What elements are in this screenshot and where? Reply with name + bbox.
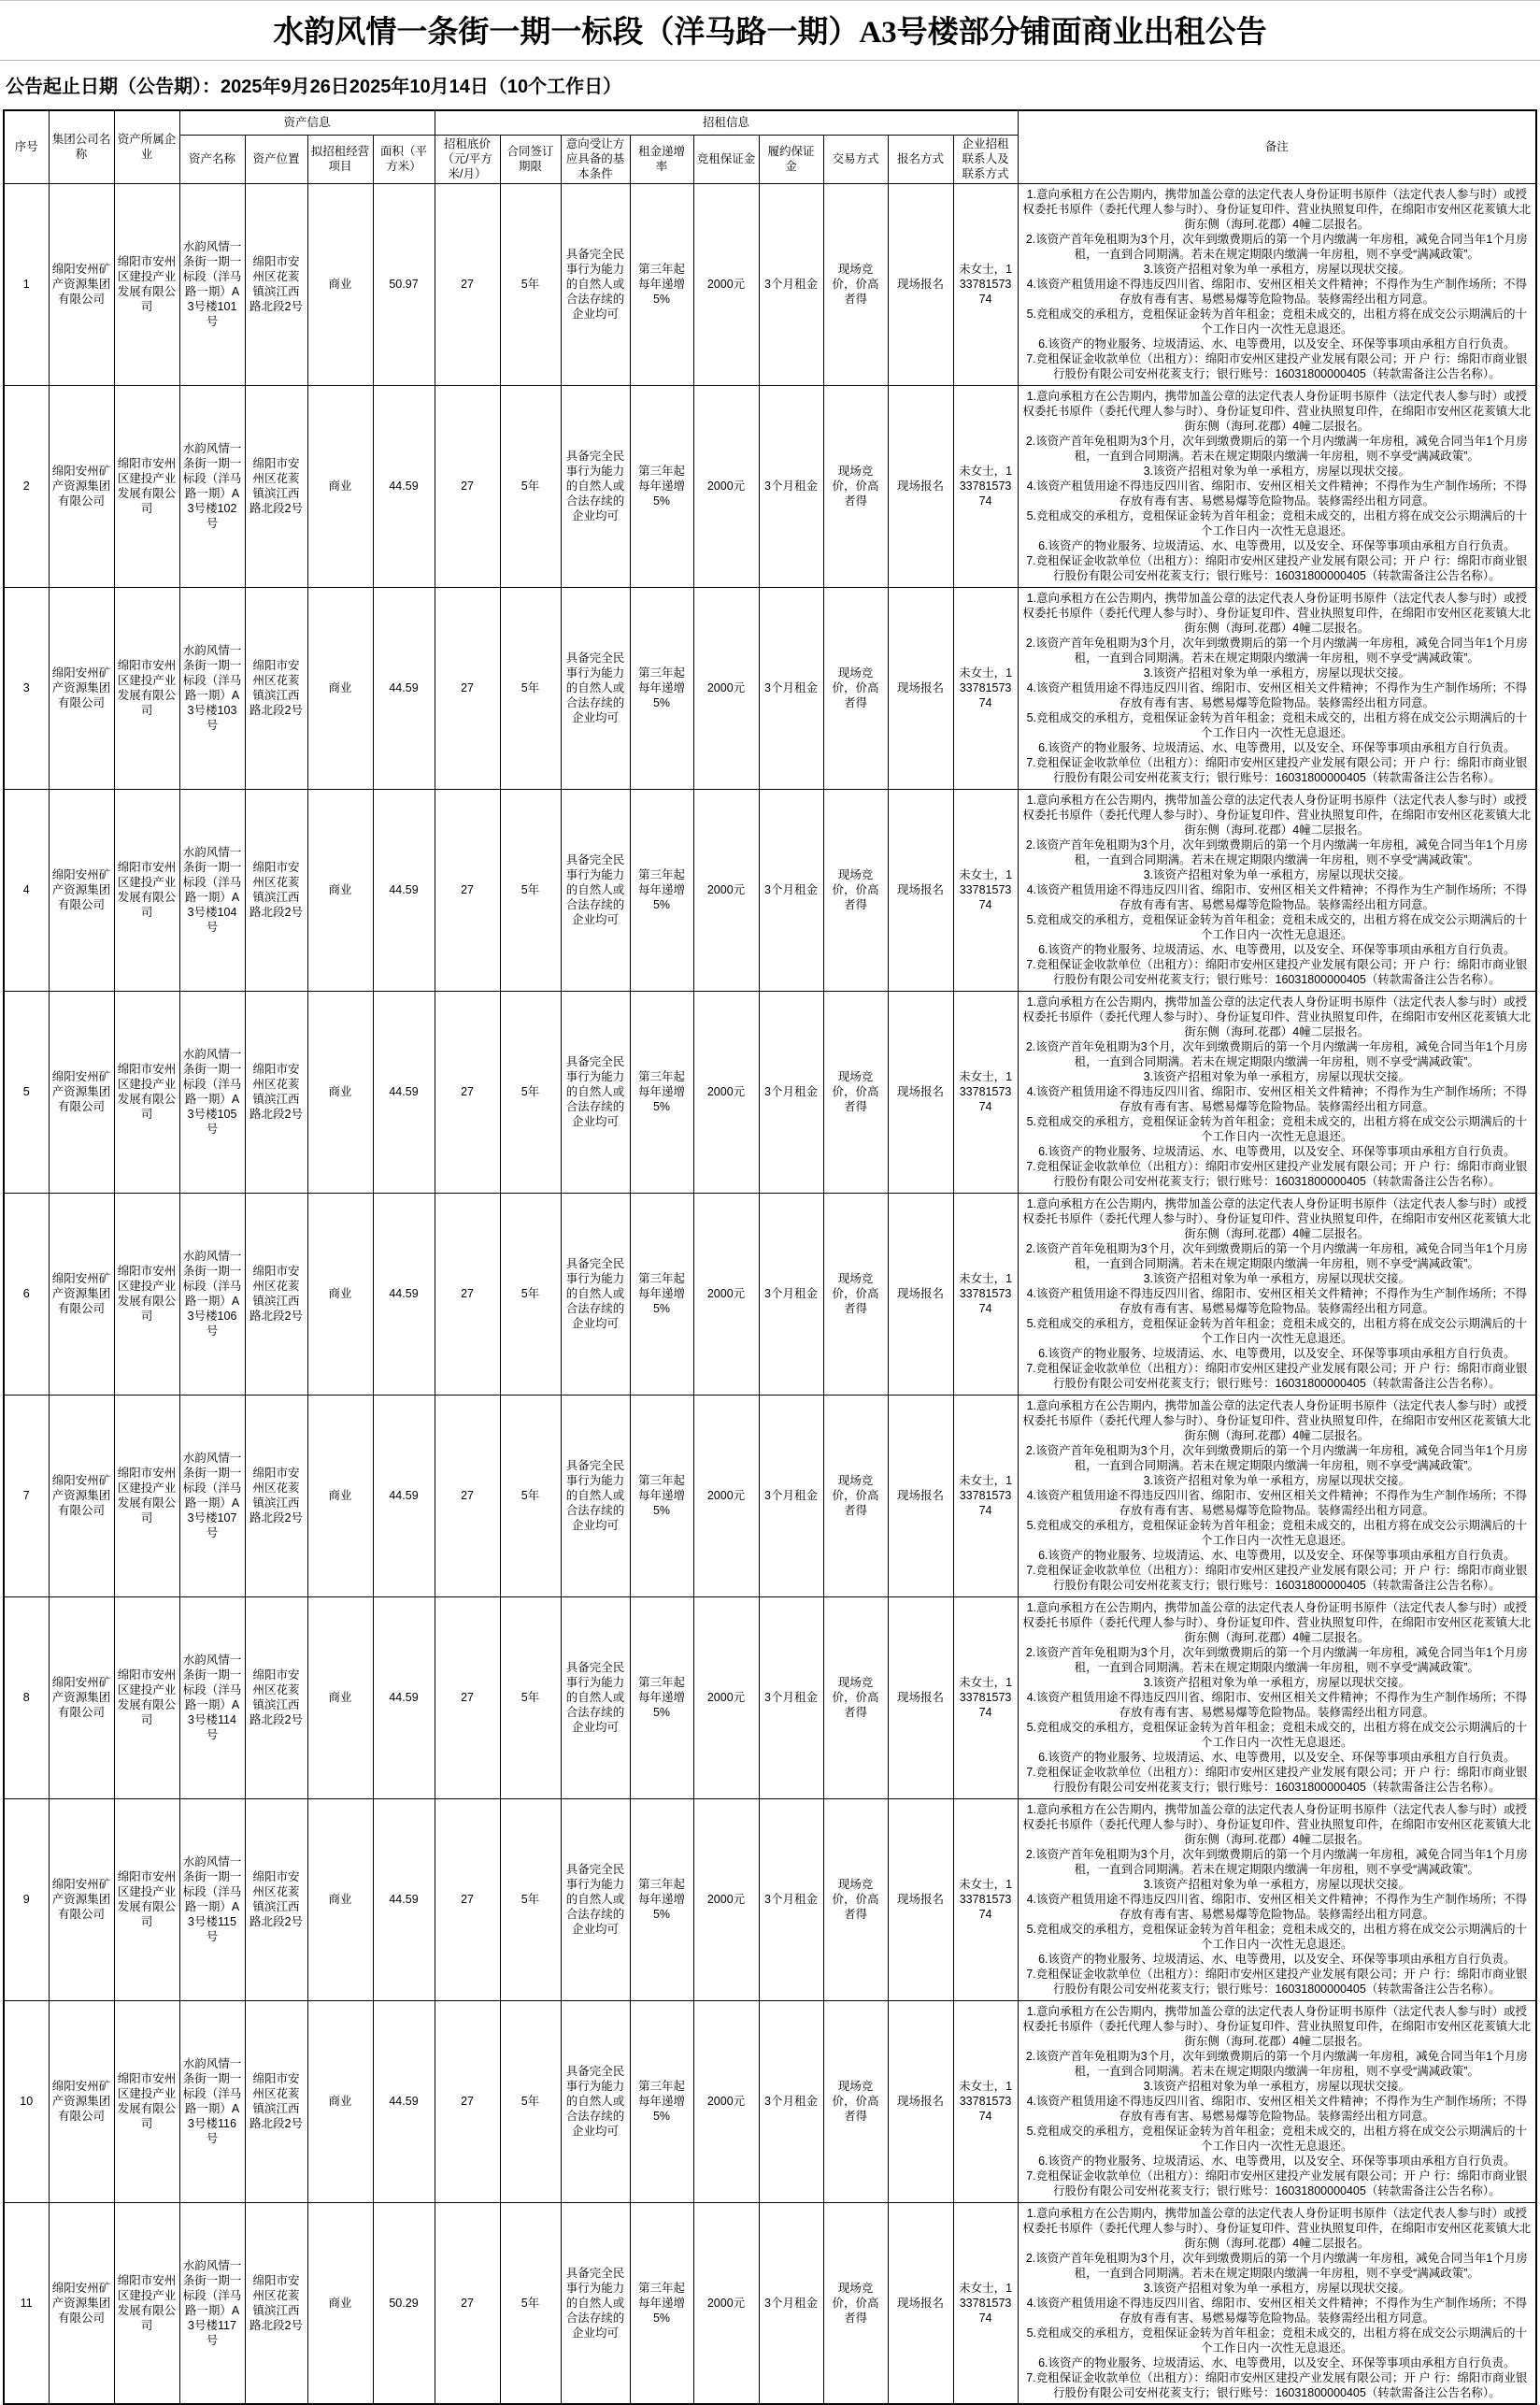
cell-asset-name: 水韵风情一条街一期一标段（洋马路一期）A3号楼105号	[179, 991, 245, 1193]
cell-business-item: 商业	[307, 385, 373, 587]
cell-asset-name: 水韵风情一条街一期一标段（洋马路一期）A3号楼102号	[179, 385, 245, 587]
remark-line: 5.竞租成交的承租方，竞租保证金转为首年租金；竞租未成交的，出租方将在成交公示期满后的十个工作日内一次性无息退还。	[1026, 1721, 1527, 1749]
table-row	[4, 789, 1536, 991]
cell-asset-location: 绵阳市安州区花荄镇滨江西路北段2号	[245, 385, 307, 587]
cell-bid-deposit: 2000元	[693, 2202, 759, 2404]
cell-performance-deposit: 3个月租金	[759, 2000, 823, 2202]
cell-qualification: 具备完全民事行为能力的自然人或合法存续的企业均可	[561, 1193, 630, 1395]
cell-remark	[1018, 1395, 1536, 1596]
cell-business-item: 商业	[307, 1193, 373, 1395]
cell-area: 50.97	[373, 183, 435, 385]
cell-group-company: 绵阳安州矿产资源集团有限公司	[49, 2000, 114, 2202]
cell-qualification: 具备完全民事行为能力的自然人或合法存续的企业均可	[561, 789, 630, 991]
cell-base-price: 27	[435, 587, 500, 789]
cell-seq: 2	[4, 385, 49, 587]
remark-line: 3.该资产招租对象为单一承租方，房屋以现状交接。	[1143, 1676, 1410, 1689]
remark-line: 3.该资产招租对象为单一承租方，房屋以现状交接。	[1143, 2080, 1410, 2093]
cell-remark	[1018, 1596, 1536, 1798]
remark-line: 1.意向承租方在公告期内，携带加盖公章的法定代表人身份证明书原件（法定代表人参与时）或授权委托书原件（委托代理人参与时）、身份证复印件、营业执照复印件，在绵阳市安州区花荄镇大北街东侧（海珂.花郡）4幢二层报名。	[1022, 2005, 1532, 2048]
remark-line: 1.意向承租方在公告期内，携带加盖公章的法定代表人身份证明书原件（法定代表人参与时）或授权委托书原件（委托代理人参与时）、身份证复印件、营业执照复印件，在绵阳市安州区花荄镇大北街东侧（海珂.花郡）4幢二层报名。	[1022, 1601, 1532, 1644]
cell-seq: 7	[4, 1395, 49, 1596]
cell-asset-owner: 绵阳市安州区建投产业发展有限公司	[114, 2000, 179, 2202]
cell-bid-deposit: 2000元	[693, 587, 759, 789]
cell-seq: 4	[4, 789, 49, 991]
cell-asset-owner: 绵阳市安州区建投产业发展有限公司	[114, 789, 179, 991]
cell-qualification: 具备完全民事行为能力的自然人或合法存续的企业均可	[561, 183, 630, 385]
cell-seq: 1	[4, 183, 49, 385]
cell-qualification: 具备完全民事行为能力的自然人或合法存续的企业均可	[561, 587, 630, 789]
cell-group-company: 绵阳安州矿产资源集团有限公司	[49, 991, 114, 1193]
cell-seq: 6	[4, 1193, 49, 1395]
remark-line: 6.该资产的物业服务、垃圾清运、水、电等费用，以及安全、环保等事项由承租方自行负责。	[1038, 1549, 1516, 1562]
cell-signup-method: 现场报名	[888, 1596, 953, 1798]
remark-line: 3.该资产招租对象为单一承租方，房屋以现状交接。	[1143, 1474, 1410, 1487]
cell-rent-increase: 第三年起每年递增5%	[630, 1193, 693, 1395]
cell-asset-location: 绵阳市安州区花荄镇滨江西路北段2号	[245, 183, 307, 385]
remark-line: 2.该资产首年免租期为3个月，次年到缴费期后的第一个月内缴满一年房租，减免合同当年1个月房租，一直到合同期满。若未在规定期限内缴满一年房租，则不享受“满减政策”。	[1025, 637, 1528, 665]
cell-contact: 未女士，13378157374	[953, 1193, 1018, 1395]
cell-area: 44.59	[373, 2000, 435, 2202]
announcement-period: 公告起止日期（公告期）：2025年9月26日2025年10月14日（10个工作日）	[6, 77, 622, 97]
cell-business-item: 商业	[307, 991, 373, 1193]
cell-asset-location: 绵阳市安州区花荄镇滨江西路北段2号	[245, 1395, 307, 1596]
header-performance-deposit: 履约保证金	[759, 135, 823, 183]
cell-area: 44.59	[373, 587, 435, 789]
cell-signup-method: 现场报名	[888, 789, 953, 991]
remark-line: 4.该资产租赁用途不得违反四川省、绵阳市、安州区相关文件精神；不得作为生产制作场所；不得存放有毒有害、易燃易爆等危险物品。装修需经出租方同意。	[1026, 278, 1527, 306]
remark-line: 3.该资产招租对象为单一承租方，房屋以现状交接。	[1143, 263, 1410, 276]
cell-bid-deposit: 2000元	[693, 789, 759, 991]
cell-asset-owner: 绵阳市安州区建投产业发展有限公司	[114, 1596, 179, 1798]
cell-performance-deposit: 3个月租金	[759, 1193, 823, 1395]
header-bid-deposit: 竞租保证金	[693, 135, 759, 183]
cell-bid-deposit: 2000元	[693, 1395, 759, 1596]
table-header	[4, 110, 1536, 183]
cell-rent-increase: 第三年起每年递增5%	[630, 183, 693, 385]
remark-line: 4.该资产租赁用途不得违反四川省、绵阳市、安州区相关文件精神；不得作为生产制作场所；不得存放有毒有害、易燃易爆等危险物品。装修需经出租方同意。	[1026, 1893, 1527, 1921]
header-contact: 企业招租联系人及联系方式	[953, 135, 1018, 183]
cell-contract-term: 5年	[500, 1193, 561, 1395]
cell-contact: 未女士，13378157374	[953, 789, 1018, 991]
header-remark: 备注	[1018, 110, 1536, 183]
table-row	[4, 587, 1536, 789]
header-qualification: 意向受让方应具备的基本条件	[561, 135, 630, 183]
remark-line: 4.该资产租赁用途不得违反四川省、绵阳市、安州区相关文件精神；不得作为生产制作场所；不得存放有毒有害、易燃易爆等危险物品。装修需经出租方同意。	[1026, 480, 1527, 508]
cell-contract-term: 5年	[500, 2000, 561, 2202]
cell-contact: 未女士，13378157374	[953, 385, 1018, 587]
table-body	[4, 183, 1536, 2404]
cell-signup-method: 现场报名	[888, 1798, 953, 2000]
remark-line: 5.竞租成交的承租方，竞租保证金转为首年租金；竞租未成交的，出租方将在成交公示期满后的十个工作日内一次性无息退还。	[1026, 913, 1527, 941]
cell-performance-deposit: 3个月租金	[759, 1596, 823, 1798]
remark-line: 1.意向承租方在公告期内，携带加盖公章的法定代表人身份证明书原件（法定代表人参与时）或授权委托书原件（委托代理人参与时）、身份证复印件、营业执照复印件，在绵阳市安州区花荄镇大北街东侧（海珂.花郡）4幢二层报名。	[1022, 995, 1532, 1038]
cell-business-item: 商业	[307, 2000, 373, 2202]
remark-line: 7.竞租保证金收款单位（出租方）：绵阳市安州区建投产业发展有限公司；开 户 行：绵阳市商业银行股份有限公司安州花荄支行；银行账号：16031800000405（转款需备注公告名称）。	[1026, 1160, 1528, 1188]
remark-line: 5.竞租成交的承租方，竞租保证金转为首年租金；竞租未成交的，出租方将在成交公示期满后的十个工作日内一次性无息退还。	[1026, 2125, 1527, 2153]
cell-bid-deposit: 2000元	[693, 1596, 759, 1798]
remark-line: 6.该资产的物业服务、垃圾清运、水、电等费用，以及安全、环保等事项由承租方自行负责。	[1038, 1347, 1516, 1360]
cell-area: 44.59	[373, 385, 435, 587]
cell-bid-deposit: 2000元	[693, 1193, 759, 1395]
cell-asset-name: 水韵风情一条街一期一标段（洋马路一期）A3号楼107号	[179, 1395, 245, 1596]
remark-line: 4.该资产租赁用途不得违反四川省、绵阳市、安州区相关文件精神；不得作为生产制作场所；不得存放有毒有害、易燃易爆等危险物品。装修需经出租方同意。	[1026, 1085, 1527, 1113]
remark-line: 5.竞租成交的承租方，竞租保证金转为首年租金；竞租未成交的，出租方将在成交公示期满后的十个工作日内一次性无息退还。	[1026, 308, 1527, 336]
remark-line: 3.该资产招租对象为单一承租方，房屋以现状交接。	[1143, 1070, 1410, 1083]
cell-contact: 未女士，13378157374	[953, 1395, 1018, 1596]
remark-line: 4.该资产租赁用途不得违反四川省、绵阳市、安州区相关文件精神；不得作为生产制作场所；不得存放有毒有害、易燃易爆等危险物品。装修需经出租方同意。	[1026, 883, 1527, 911]
cell-seq: 5	[4, 991, 49, 1193]
remark-line: 4.该资产租赁用途不得违反四川省、绵阳市、安州区相关文件精神；不得作为生产制作场所；不得存放有毒有害、易燃易爆等危险物品。装修需经出租方同意。	[1026, 1489, 1527, 1517]
table-row	[4, 385, 1536, 587]
cell-contact: 未女士，13378157374	[953, 183, 1018, 385]
cell-base-price: 27	[435, 1798, 500, 2000]
remark-line: 5.竞租成交的承租方，竞租保证金转为首年租金；竞租未成交的，出租方将在成交公示期满后的十个工作日内一次性无息退还。	[1026, 711, 1527, 739]
cell-trade-method: 现场竞价，价高者得	[823, 183, 888, 385]
cell-business-item: 商业	[307, 587, 373, 789]
cell-rent-increase: 第三年起每年递增5%	[630, 1395, 693, 1596]
remark-line: 4.该资产租赁用途不得违反四川省、绵阳市、安州区相关文件精神；不得作为生产制作场所；不得存放有毒有害、易燃易爆等危险物品。装修需经出租方同意。	[1026, 2296, 1527, 2325]
cell-area: 44.59	[373, 1596, 435, 1798]
remark-line: 5.竞租成交的承租方，竞租保证金转为首年租金；竞租未成交的，出租方将在成交公示期满后的十个工作日内一次性无息退还。	[1026, 2326, 1527, 2355]
cell-trade-method: 现场竞价，价高者得	[823, 2202, 888, 2404]
cell-remark	[1018, 183, 1536, 385]
cell-asset-owner: 绵阳市安州区建投产业发展有限公司	[114, 2202, 179, 2404]
cell-trade-method: 现场竞价，价高者得	[823, 1395, 888, 1596]
cell-trade-method: 现场竞价，价高者得	[823, 587, 888, 789]
cell-base-price: 27	[435, 1596, 500, 1798]
header-asset-owner: 资产所属企业	[114, 110, 179, 183]
cell-trade-method: 现场竞价，价高者得	[823, 385, 888, 587]
cell-group-company: 绵阳安州矿产资源集团有限公司	[49, 183, 114, 385]
table-row	[4, 183, 1536, 385]
remark-line: 1.意向承租方在公告期内，携带加盖公章的法定代表人身份证明书原件（法定代表人参与时）或授权委托书原件（委托代理人参与时）、身份证复印件、营业执照复印件，在绵阳市安州区花荄镇大北街东侧（海珂.花郡）4幢二层报名。	[1022, 592, 1532, 635]
remark-line: 7.竞租保证金收款单位（出租方）：绵阳市安州区建投产业发展有限公司；开 户 行：绵阳市商业银行股份有限公司安州花荄支行；银行账号：16031800000405（转款需备注公告名称）。	[1026, 2370, 1528, 2399]
cell-bid-deposit: 2000元	[693, 385, 759, 587]
cell-asset-location: 绵阳市安州区花荄镇滨江西路北段2号	[245, 1193, 307, 1395]
remark-line: 4.该资产租赁用途不得违反四川省、绵阳市、安州区相关文件精神；不得作为生产制作场所；不得存放有毒有害、易燃易爆等危险物品。装修需经出租方同意。	[1026, 1287, 1527, 1315]
cell-base-price: 27	[435, 2000, 500, 2202]
cell-contact: 未女士，13378157374	[953, 2202, 1018, 2404]
remark-line: 6.该资产的物业服务、垃圾清运、水、电等费用，以及安全、环保等事项由承租方自行负责。	[1038, 1751, 1516, 1764]
table-row	[4, 1395, 1536, 1596]
table-row	[4, 1193, 1536, 1395]
remark-line: 2.该资产首年免租期为3个月，次年到缴费期后的第一个月内缴满一年房租，减免合同当年1个月房租，一直到合同期满。若未在规定期限内缴满一年房租，则不享受“满减政策”。	[1025, 1040, 1528, 1068]
cell-rent-increase: 第三年起每年递增5%	[630, 2000, 693, 2202]
remark-line: 1.意向承租方在公告期内，携带加盖公章的法定代表人身份证明书原件（法定代表人参与时）或授权委托书原件（委托代理人参与时）、身份证复印件、营业执照复印件，在绵阳市安州区花荄镇大北街东侧（海珂.花郡）4幢二层报名。	[1022, 1803, 1532, 1846]
remark-line: 1.意向承租方在公告期内，携带加盖公章的法定代表人身份证明书原件（法定代表人参与时）或授权委托书原件（委托代理人参与时）、身份证复印件、营业执照复印件，在绵阳市安州区花荄镇大北街东侧（海珂.花郡）4幢二层报名。	[1022, 188, 1532, 231]
remark-line: 2.该资产首年免租期为3个月，次年到缴费期后的第一个月内缴满一年房租，减免合同当年1个月房租，一直到合同期满。若未在规定期限内缴满一年房租，则不享受“满减政策”。	[1025, 435, 1528, 463]
cell-remark	[1018, 385, 1536, 587]
table-row	[4, 1798, 1536, 2000]
cell-area: 44.59	[373, 789, 435, 991]
page-title: 水韵风情一条街一期一标段（洋马路一期）A3号楼部分铺面商业出租公告	[0, 0, 1540, 61]
cell-group-company: 绵阳安州矿产资源集团有限公司	[49, 587, 114, 789]
cell-performance-deposit: 3个月租金	[759, 991, 823, 1193]
cell-asset-location: 绵阳市安州区花荄镇滨江西路北段2号	[245, 991, 307, 1193]
remark-line: 2.该资产首年免租期为3个月，次年到缴费期后的第一个月内缴满一年房租，减免合同当年1个月房租，一直到合同期满。若未在规定期限内缴满一年房租，则不享受“满减政策”。	[1025, 233, 1528, 261]
cell-contract-term: 5年	[500, 587, 561, 789]
cell-contract-term: 5年	[500, 385, 561, 587]
remark-line: 7.竞租保证金收款单位（出租方）：绵阳市安州区建投产业发展有限公司；开 户 行：绵阳市商业银行股份有限公司安州花荄支行；银行账号：16031800000405（转款需备注公告名称）。	[1026, 1362, 1528, 1390]
cell-seq: 10	[4, 2000, 49, 2202]
rental-table	[3, 109, 1537, 2405]
remark-line: 2.该资产首年免租期为3个月，次年到缴费期后的第一个月内缴满一年房租，减免合同当年1个月房租，一直到合同期满。若未在规定期限内缴满一年房租，则不享受“满减政策”。	[1025, 1242, 1528, 1270]
cell-base-price: 27	[435, 183, 500, 385]
cell-asset-owner: 绵阳市安州区建投产业发展有限公司	[114, 1193, 179, 1395]
cell-asset-location: 绵阳市安州区花荄镇滨江西路北段2号	[245, 2000, 307, 2202]
remark-line: 7.竞租保证金收款单位（出租方）：绵阳市安州区建投产业发展有限公司；开 户 行：绵阳市商业银行股份有限公司安州花荄支行；银行账号：16031800000405（转款需备注公告名称）。	[1026, 1564, 1528, 1592]
cell-asset-name: 水韵风情一条街一期一标段（洋马路一期）A3号楼115号	[179, 1798, 245, 2000]
cell-business-item: 商业	[307, 183, 373, 385]
remark-line: 2.该资产首年免租期为3个月，次年到缴费期后的第一个月内缴满一年房租，减免合同当年1个月房租，一直到合同期满。若未在规定期限内缴满一年房租，则不享受“满减政策”。	[1025, 2050, 1528, 2078]
cell-asset-location: 绵阳市安州区花荄镇滨江西路北段2号	[245, 2202, 307, 2404]
remark-line: 3.该资产招租对象为单一承租方，房屋以现状交接。	[1143, 666, 1410, 680]
cell-qualification: 具备完全民事行为能力的自然人或合法存续的企业均可	[561, 385, 630, 587]
cell-base-price: 27	[435, 991, 500, 1193]
cell-base-price: 27	[435, 1395, 500, 1596]
header-area: 面积（平方米）	[373, 135, 435, 183]
cell-base-price: 27	[435, 1193, 500, 1395]
remark-line: 7.竞租保证金收款单位（出租方）：绵阳市安州区建投产业发展有限公司；开 户 行：绵阳市商业银行股份有限公司安州花荄支行；银行账号：16031800000405（转款需备注公告名称）。	[1026, 1766, 1528, 1794]
cell-performance-deposit: 3个月租金	[759, 789, 823, 991]
cell-trade-method: 现场竞价，价高者得	[823, 991, 888, 1193]
header-trade-method: 交易方式	[823, 135, 888, 183]
cell-performance-deposit: 3个月租金	[759, 385, 823, 587]
remark-line: 7.竞租保证金收款单位（出租方）：绵阳市安州区建投产业发展有限公司；开 户 行：绵阳市商业银行股份有限公司安州花荄支行；银行账号：16031800000405（转款需备注公告名称）。	[1026, 352, 1528, 380]
remark-line: 7.竞租保证金收款单位（出租方）：绵阳市安州区建投产业发展有限公司；开 户 行：绵阳市商业银行股份有限公司安州花荄支行；银行账号：16031800000405（转款需备注公告名称）。	[1026, 756, 1528, 784]
remark-line: 6.该资产的物业服务、垃圾清运、水、电等费用，以及安全、环保等事项由承租方自行负责。	[1038, 1145, 1516, 1158]
cell-qualification: 具备完全民事行为能力的自然人或合法存续的企业均可	[561, 2000, 630, 2202]
remark-line: 7.竞租保证金收款单位（出租方）：绵阳市安州区建投产业发展有限公司；开 户 行：绵阳市商业银行股份有限公司安州花荄支行；银行账号：16031800000405（转款需备注公告名称）。	[1026, 2169, 1528, 2197]
cell-contact: 未女士，13378157374	[953, 2000, 1018, 2202]
remark-line: 5.竞租成交的承租方，竞租保证金转为首年租金；竞租未成交的，出租方将在成交公示期满后的十个工作日内一次性无息退还。	[1026, 509, 1527, 537]
cell-asset-name: 水韵风情一条街一期一标段（洋马路一期）A3号楼101号	[179, 183, 245, 385]
cell-performance-deposit: 3个月租金	[759, 1395, 823, 1596]
cell-business-item: 商业	[307, 1395, 373, 1596]
cell-contract-term: 5年	[500, 789, 561, 991]
header-asset-name: 资产名称	[179, 135, 245, 183]
cell-remark	[1018, 991, 1536, 1193]
cell-group-company: 绵阳安州矿产资源集团有限公司	[49, 789, 114, 991]
cell-signup-method: 现场报名	[888, 1193, 953, 1395]
cell-asset-owner: 绵阳市安州区建投产业发展有限公司	[114, 385, 179, 587]
cell-trade-method: 现场竞价，价高者得	[823, 1193, 888, 1395]
cell-asset-name: 水韵风情一条街一期一标段（洋马路一期）A3号楼103号	[179, 587, 245, 789]
cell-trade-method: 现场竞价，价高者得	[823, 789, 888, 991]
cell-contract-term: 5年	[500, 1798, 561, 2000]
cell-asset-owner: 绵阳市安州区建投产业发展有限公司	[114, 587, 179, 789]
table-row	[4, 2202, 1536, 2404]
cell-group-company: 绵阳安州矿产资源集团有限公司	[49, 2202, 114, 2404]
header-business-item: 拟招租经营项目	[307, 135, 373, 183]
cell-bid-deposit: 2000元	[693, 183, 759, 385]
cell-performance-deposit: 3个月租金	[759, 587, 823, 789]
cell-qualification: 具备完全民事行为能力的自然人或合法存续的企业均可	[561, 1395, 630, 1596]
cell-asset-owner: 绵阳市安州区建投产业发展有限公司	[114, 1395, 179, 1596]
cell-trade-method: 现场竞价，价高者得	[823, 1596, 888, 1798]
cell-contract-term: 5年	[500, 1596, 561, 1798]
table-row	[4, 991, 1536, 1193]
cell-asset-owner: 绵阳市安州区建投产业发展有限公司	[114, 991, 179, 1193]
remark-line: 6.该资产的物业服务、垃圾清运、水、电等费用，以及安全、环保等事项由承租方自行负责。	[1038, 337, 1516, 351]
remark-line: 6.该资产的物业服务、垃圾清运、水、电等费用，以及安全、环保等事项由承租方自行负责。	[1038, 741, 1516, 754]
remark-line: 7.竞租保证金收款单位（出租方）：绵阳市安州区建投产业发展有限公司；开 户 行：绵阳市商业银行股份有限公司安州花荄支行；银行账号：16031800000405（转款需备注公告名称）。	[1026, 554, 1528, 582]
cell-asset-name: 水韵风情一条街一期一标段（洋马路一期）A3号楼117号	[179, 2202, 245, 2404]
remark-line: 7.竞租保证金收款单位（出租方）：绵阳市安州区建投产业发展有限公司；开 户 行：绵阳市商业银行股份有限公司安州花荄支行；银行账号：16031800000405（转款需备注公告名称）。	[1026, 1968, 1528, 1996]
remark-line: 6.该资产的物业服务、垃圾清运、水、电等费用，以及安全、环保等事项由承租方自行负责。	[1038, 943, 1516, 956]
cell-business-item: 商业	[307, 789, 373, 991]
remark-line: 2.该资产首年免租期为3个月，次年到缴费期后的第一个月内缴满一年房租，减免合同当年1个月房租，一直到合同期满。若未在规定期限内缴满一年房租，则不享受“满减政策”。	[1025, 1848, 1528, 1876]
cell-contact: 未女士，13378157374	[953, 1596, 1018, 1798]
cell-performance-deposit: 3个月租金	[759, 183, 823, 385]
cell-area: 44.59	[373, 1798, 435, 2000]
remark-line: 1.意向承租方在公告期内，携带加盖公章的法定代表人身份证明书原件（法定代表人参与时）或授权委托书原件（委托代理人参与时）、身份证复印件、营业执照复印件，在绵阳市安州区花荄镇大北街东侧（海珂.花郡）4幢二层报名。	[1022, 1399, 1532, 1442]
cell-signup-method: 现场报名	[888, 183, 953, 385]
remark-line: 1.意向承租方在公告期内，携带加盖公章的法定代表人身份证明书原件（法定代表人参与时）或授权委托书原件（委托代理人参与时）、身份证复印件、营业执照复印件，在绵阳市安州区花荄镇大北街东侧（海珂.花郡）4幢二层报名。	[1022, 794, 1532, 837]
cell-asset-name: 水韵风情一条街一期一标段（洋马路一期）A3号楼104号	[179, 789, 245, 991]
remark-line: 5.竞租成交的承租方，竞租保证金转为首年租金；竞租未成交的，出租方将在成交公示期满后的十个工作日内一次性无息退还。	[1026, 1519, 1527, 1547]
remark-line: 6.该资产的物业服务、垃圾清运、水、电等费用，以及安全、环保等事项由承租方自行负责。	[1038, 1953, 1516, 1966]
remark-line: 5.竞租成交的承租方，竞租保证金转为首年租金；竞租未成交的，出租方将在成交公示期满后的十个工作日内一次性无息退还。	[1026, 1115, 1527, 1143]
cell-remark	[1018, 789, 1536, 991]
header-asset-location: 资产位置	[245, 135, 307, 183]
cell-contact: 未女士，13378157374	[953, 587, 1018, 789]
cell-contract-term: 5年	[500, 183, 561, 385]
remark-line: 2.该资产首年免租期为3个月，次年到缴费期后的第一个月内缴满一年房租，减免合同当年1个月房租，一直到合同期满。若未在规定期限内缴满一年房租，则不享受“满减政策”。	[1025, 1646, 1528, 1674]
cell-seq: 8	[4, 1596, 49, 1798]
cell-remark	[1018, 1193, 1536, 1395]
cell-area: 50.29	[373, 2202, 435, 2404]
remark-line: 6.该资产的物业服务、垃圾清运、水、电等费用，以及安全、环保等事项由承租方自行负责。	[1038, 2154, 1516, 2168]
remark-line: 7.竞租保证金收款单位（出租方）：绵阳市安州区建投产业发展有限公司；开 户 行：绵阳市商业银行股份有限公司安州花荄支行；银行账号：16031800000405（转款需备注公告名称）。	[1026, 958, 1528, 986]
cell-rent-increase: 第三年起每年递增5%	[630, 587, 693, 789]
cell-performance-deposit: 3个月租金	[759, 2202, 823, 2404]
header-rent-info-group: 招租信息	[435, 110, 1018, 135]
cell-bid-deposit: 2000元	[693, 2000, 759, 2202]
remark-line: 2.该资产首年免租期为3个月，次年到缴费期后的第一个月内缴满一年房租，减免合同当年1个月房租，一直到合同期满。若未在规定期限内缴满一年房租，则不享受“满减政策”。	[1025, 1444, 1528, 1472]
cell-asset-location: 绵阳市安州区花荄镇滨江西路北段2号	[245, 789, 307, 991]
cell-group-company: 绵阳安州矿产资源集团有限公司	[49, 385, 114, 587]
cell-remark	[1018, 1798, 1536, 2000]
cell-rent-increase: 第三年起每年递增5%	[630, 789, 693, 991]
remark-line: 4.该资产租赁用途不得违反四川省、绵阳市、安州区相关文件精神；不得作为生产制作场所；不得存放有毒有害、易燃易爆等危险物品。装修需经出租方同意。	[1026, 2095, 1527, 2123]
cell-contact: 未女士，13378157374	[953, 1798, 1018, 2000]
cell-asset-name: 水韵风情一条街一期一标段（洋马路一期）A3号楼116号	[179, 2000, 245, 2202]
cell-performance-deposit: 3个月租金	[759, 1798, 823, 2000]
cell-remark	[1018, 2202, 1536, 2404]
header-asset-info-group: 资产信息	[179, 110, 435, 135]
table-row	[4, 2000, 1536, 2202]
remark-line: 3.该资产招租对象为单一承租方，房屋以现状交接。	[1143, 1272, 1410, 1285]
remark-line: 6.该资产的物业服务、垃圾清运、水、电等费用，以及安全、环保等事项由承租方自行负责。	[1038, 539, 1516, 552]
remark-line: 3.该资产招租对象为单一承租方，房屋以现状交接。	[1143, 2281, 1410, 2295]
cell-signup-method: 现场报名	[888, 991, 953, 1193]
remark-line: 3.该资产招租对象为单一承租方，房屋以现状交接。	[1143, 465, 1410, 478]
cell-rent-increase: 第三年起每年递增5%	[630, 1596, 693, 1798]
cell-asset-location: 绵阳市安州区花荄镇滨江西路北段2号	[245, 1596, 307, 1798]
cell-bid-deposit: 2000元	[693, 991, 759, 1193]
cell-contract-term: 5年	[500, 2202, 561, 2404]
cell-business-item: 商业	[307, 1798, 373, 2000]
cell-qualification: 具备完全民事行为能力的自然人或合法存续的企业均可	[561, 1596, 630, 1798]
remark-line: 2.该资产首年免租期为3个月，次年到缴费期后的第一个月内缴满一年房租，减免合同当年1个月房租，一直到合同期满。若未在规定期限内缴满一年房租，则不享受“满减政策”。	[1025, 2251, 1528, 2280]
header-seq: 序号	[4, 110, 49, 183]
cell-area: 44.59	[373, 1395, 435, 1596]
cell-bid-deposit: 2000元	[693, 1798, 759, 2000]
cell-asset-name: 水韵风情一条街一期一标段（洋马路一期）A3号楼114号	[179, 1596, 245, 1798]
cell-remark	[1018, 587, 1536, 789]
remark-line: 1.意向承租方在公告期内，携带加盖公章的法定代表人身份证明书原件（法定代表人参与时）或授权委托书原件（委托代理人参与时）、身份证复印件、营业执照复印件，在绵阳市安州区花荄镇大北街东侧（海珂.花郡）4幢二层报名。	[1022, 2206, 1532, 2250]
cell-qualification: 具备完全民事行为能力的自然人或合法存续的企业均可	[561, 991, 630, 1193]
cell-contract-term: 5年	[500, 991, 561, 1193]
cell-trade-method: 现场竞价，价高者得	[823, 2000, 888, 2202]
cell-trade-method: 现场竞价，价高者得	[823, 1798, 888, 2000]
cell-signup-method: 现场报名	[888, 2202, 953, 2404]
remark-line: 5.竞租成交的承租方，竞租保证金转为首年租金；竞租未成交的，出租方将在成交公示期满后的十个工作日内一次性无息退还。	[1026, 1317, 1527, 1345]
remark-line: 6.该资产的物业服务、垃圾清运、水、电等费用，以及安全、环保等事项由承租方自行负责。	[1038, 2355, 1516, 2369]
remark-line: 3.该资产招租对象为单一承租方，房屋以现状交接。	[1143, 868, 1410, 881]
cell-rent-increase: 第三年起每年递增5%	[630, 1798, 693, 2000]
cell-area: 44.59	[373, 1193, 435, 1395]
cell-signup-method: 现场报名	[888, 1395, 953, 1596]
cell-rent-increase: 第三年起每年递增5%	[630, 385, 693, 587]
remark-line: 2.该资产首年免租期为3个月，次年到缴费期后的第一个月内缴满一年房租，减免合同当年1个月房租，一直到合同期满。若未在规定期限内缴满一年房租，则不享受“满减政策”。	[1025, 838, 1528, 866]
cell-group-company: 绵阳安州矿产资源集团有限公司	[49, 1193, 114, 1395]
cell-asset-owner: 绵阳市安州区建投产业发展有限公司	[114, 183, 179, 385]
remark-line: 1.意向承租方在公告期内，携带加盖公章的法定代表人身份证明书原件（法定代表人参与时）或授权委托书原件（委托代理人参与时）、身份证复印件、营业执照复印件，在绵阳市安州区花荄镇大北街东侧（海珂.花郡）4幢二层报名。	[1022, 1197, 1532, 1240]
cell-area: 44.59	[373, 991, 435, 1193]
cell-signup-method: 现场报名	[888, 587, 953, 789]
cell-business-item: 商业	[307, 2202, 373, 2404]
header-rent-increase: 租金递增率	[630, 135, 693, 183]
cell-contact: 未女士，13378157374	[953, 991, 1018, 1193]
cell-asset-location: 绵阳市安州区花荄镇滨江西路北段2号	[245, 587, 307, 789]
cell-group-company: 绵阳安州矿产资源集团有限公司	[49, 1395, 114, 1596]
cell-base-price: 27	[435, 385, 500, 587]
remark-line: 3.该资产招租对象为单一承租方，房屋以现状交接。	[1143, 1878, 1410, 1891]
cell-base-price: 27	[435, 2202, 500, 2404]
remark-line: 4.该资产租赁用途不得违反四川省、绵阳市、安州区相关文件精神；不得作为生产制作场所；不得存放有毒有害、易燃易爆等危险物品。装修需经出租方同意。	[1026, 1691, 1527, 1719]
table-row	[4, 1596, 1536, 1798]
cell-rent-increase: 第三年起每年递增5%	[630, 991, 693, 1193]
header-base-price: 招租底价（元/平方米/月）	[435, 135, 500, 183]
cell-asset-location: 绵阳市安州区花荄镇滨江西路北段2号	[245, 1798, 307, 2000]
cell-signup-method: 现场报名	[888, 385, 953, 587]
header-contract-term: 合同签订期限	[500, 135, 561, 183]
cell-remark	[1018, 2000, 1536, 2202]
cell-qualification: 具备完全民事行为能力的自然人或合法存续的企业均可	[561, 2202, 630, 2404]
cell-base-price: 27	[435, 789, 500, 991]
header-group-company: 集团公司名称	[49, 110, 114, 183]
cell-asset-owner: 绵阳市安州区建投产业发展有限公司	[114, 1798, 179, 2000]
remark-line: 1.意向承租方在公告期内，携带加盖公章的法定代表人身份证明书原件（法定代表人参与时）或授权委托书原件（委托代理人参与时）、身份证复印件、营业执照复印件，在绵阳市安州区花荄镇大北街东侧（海珂.花郡）4幢二层报名。	[1022, 390, 1532, 433]
cell-business-item: 商业	[307, 1596, 373, 1798]
cell-seq: 11	[4, 2202, 49, 2404]
cell-asset-name: 水韵风情一条街一期一标段（洋马路一期）A3号楼106号	[179, 1193, 245, 1395]
remark-line: 4.该资产租赁用途不得违反四川省、绵阳市、安州区相关文件精神；不得作为生产制作场所；不得存放有毒有害、易燃易爆等危险物品。装修需经出租方同意。	[1026, 681, 1527, 709]
cell-group-company: 绵阳安州矿产资源集团有限公司	[49, 1798, 114, 2000]
cell-seq: 9	[4, 1798, 49, 2000]
header-signup-method: 报名方式	[888, 135, 953, 183]
cell-qualification: 具备完全民事行为能力的自然人或合法存续的企业均可	[561, 1798, 630, 2000]
cell-signup-method: 现场报名	[888, 2000, 953, 2202]
cell-seq: 3	[4, 587, 49, 789]
remark-line: 5.竞租成交的承租方，竞租保证金转为首年租金；竞租未成交的，出租方将在成交公示期满后的十个工作日内一次性无息退还。	[1026, 1923, 1527, 1951]
cell-rent-increase: 第三年起每年递增5%	[630, 2202, 693, 2404]
cell-contract-term: 5年	[500, 1395, 561, 1596]
cell-group-company: 绵阳安州矿产资源集团有限公司	[49, 1596, 114, 1798]
